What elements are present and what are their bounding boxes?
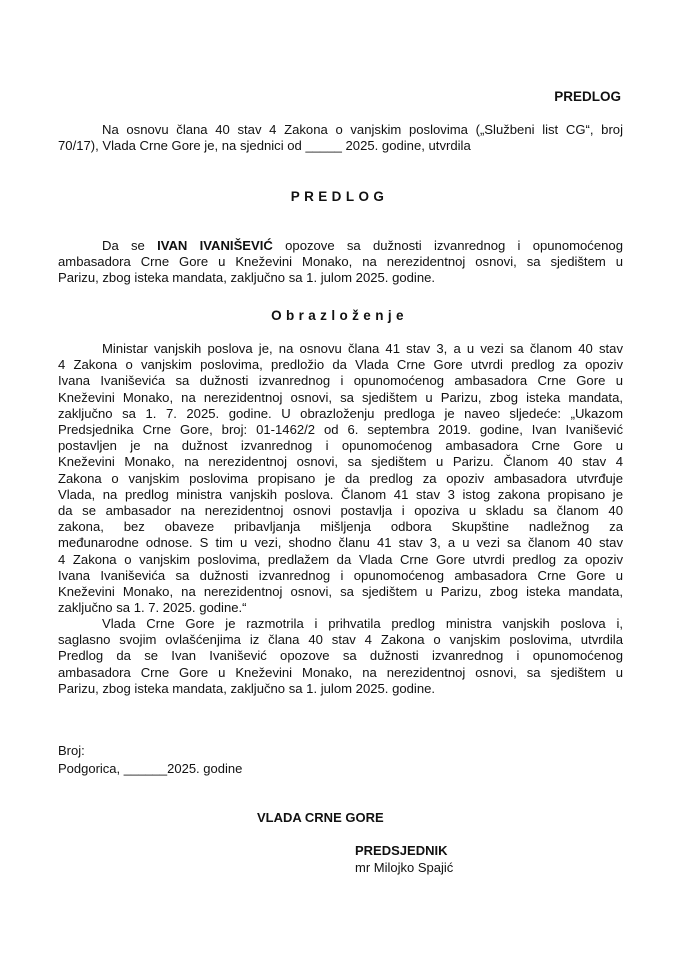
text-line: 4 Zakona o vanjskim poslovima, predložio da Vlada Crne Gore utvrdi predlog za opoziv	[58, 357, 623, 373]
preamble-line-1: Na osnovu člana 40 stav 4 Zakona o vanjskim poslovima („Službeni list CG“, broj	[102, 122, 623, 137]
text-line: Ivana Ivaniševića sa dužnosti izvanrednog i opunomoćenog ambasadora Crne Gore u	[58, 567, 623, 583]
text-line: Vlada, na predlog ministra vanjskih poslova. Članom 41 stav 3 istog zakona propisano je	[58, 486, 623, 502]
rationale-paragraph-1	[58, 341, 623, 616]
rationale-title: Obrazloženje	[271, 308, 408, 323]
proposal-line-3: Parizu, zbog isteka mandata, zaključno sa 1. julom 2025. godine.	[58, 270, 436, 286]
rationale-paragraph-2	[58, 616, 623, 697]
text-line: ambasadora Crne Gore u Kneževini Monako, na nerezidentnoj osnovi, sa sjedištem u	[58, 664, 623, 680]
text-line: Ivana Ivaniševića sa dužnosti izvanrednog i opunomoćenog ambasadora Crne Gore u	[58, 373, 623, 389]
preamble	[58, 122, 623, 154]
text-line: Vlada Crne Gore je razmotrila i prihvatila predlog ministra vanjskih poslova i,	[102, 616, 623, 631]
header-predlog-label: PREDLOG	[554, 89, 621, 104]
text-line: međunarodne odnose. S tim u vezi, shodno članu 41 stav 3, a u vezi sa članom 40 stav	[58, 535, 623, 551]
text-line: Zakona o vanjskim poslovima propisano je da predlog za opoziv ambasadora utvrđuje	[58, 470, 623, 486]
text-line: Kneževini Monako, na nerezidentnoj osnovi, sa sjedištem u Parizu, zbog isteka mandata,	[58, 389, 623, 405]
proposal-name: IVAN IVANIŠEVIĆ	[157, 238, 273, 253]
text-line: zakona, bez obaveze pribavljanja mišljenja odbora Skupštine nadležnog za	[58, 519, 623, 535]
text-line: Predlog da se Ivan Ivanišević opozove sa dužnosti izvanrednog i opunomoćenog	[58, 648, 623, 664]
text-line: zaključno sa 1. 7. 2025. godine.“	[58, 600, 247, 616]
text-line: 4 Zakona o vanjskim poslovima, predlažem da Vlada Crne Gore utvrdi predlog za opoziv	[58, 551, 623, 567]
text-line: Kneževini Monako, na nerezidentnoj osnovi, sa sjedištem u Parizu. Članom 40 stav 4	[58, 454, 623, 470]
president-title: PREDSJEDNIK	[355, 843, 448, 858]
text-line: Kneževini Monako, na nerezidentnoj osnovi, sa sjedištem u Parizu, zbog isteka mandata,	[58, 584, 623, 600]
proposal-paragraph	[58, 238, 623, 287]
government-name: VLADA CRNE GORE	[257, 810, 384, 825]
preamble-line-2: 70/17), Vlada Crne Gore je, na sjednici od _____ 2025. godine, utvrdila	[58, 138, 471, 154]
text-line: Predsjednika Crne Gore, broj: 01-1462/2 od 6. septembra 2019. godine, Ivan Ivanišević	[58, 422, 623, 438]
proposal-line-1-rest: opozove sa dužnosti izvanrednog i opunomoćenog	[285, 238, 623, 253]
proposal-intro: Da se	[102, 238, 145, 253]
place-and-date: Podgorica, ______2025. godine	[58, 761, 243, 776]
text-line: Parizu, zbog isteka mandata, zaključno sa 1. julom 2025. godine.	[58, 680, 436, 696]
text-line: saglasno svojim ovlašćenjima iz člana 40 stav 4 Zakona o vanjskim poslovima, utvrdila	[58, 632, 623, 648]
president-name: mr Milojko Spajić	[355, 860, 454, 875]
proposal-line-2: ambasadora Crne Gore u Kneževini Monako, na nerezidentnoj osnovi, sa sjedištem u	[58, 254, 623, 270]
proposal-line-1	[58, 238, 623, 254]
document-number-label: Broj:	[58, 743, 85, 758]
text-line: zaključno sa 1. 7. 2025. godine. U obrazloženju predloga je naveo sljedeće: „Ukazom	[58, 405, 623, 421]
text-line: postavljen je na dužnost izvanrednog i opunomoćenog ambasadora Crne Gore u	[58, 438, 623, 454]
text-line: da se ambasador na nerezidentnoj osnovi postavlja i opoziva u skladu sa članom 40	[58, 503, 623, 519]
text-line: Ministar vanjskih poslova je, na osnovu člana 41 stav 3, a u vezi sa članom 40 stav	[102, 341, 623, 356]
document-title: PREDLOG	[290, 189, 389, 204]
